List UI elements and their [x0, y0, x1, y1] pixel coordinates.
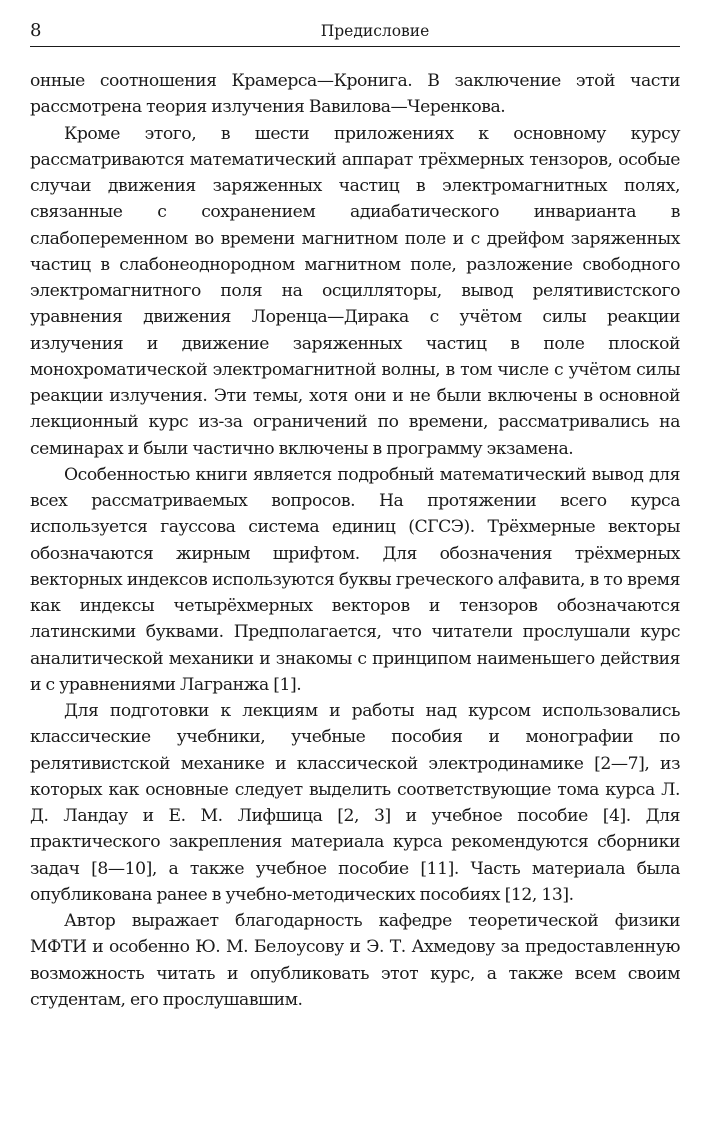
- paragraph: Кроме этого, в шести приложениях к основному курсу рассматриваются математический аппарат трёхмерных тензоров, особые случаи движения заряженных частиц в электромагнитных полях, связанные с сохранением адиабатического инварианта в слабопеременном во времени магнитном поле и с дрейфом заряженных частиц в слабонеоднородном магнитном поле, разложение свободного электромагнитного поля на осцилляторы, вывод релятивистского уравнения движения Лоренца—Дирака с учётом силы реакции излучения и движение заряженных частиц в поле плоской монохроматической электромагнитной волны, в том числе с учётом силы реакции излучения. Эти темы, хотя они и не были включены в основной лекционный курс из-за ограничений по времени, рассматривались на семинарах и были частично включены в программу экзамена.: [30, 123, 680, 459]
- paragraph: Автор выражает благодарность кафедре теоретической физики МФТИ и особенно Ю. М. Белоусову и Э. Т. Ахмедову за предоставленную возможность читать и опубликовать этот курс, а также всем своим студентам, его прослушавшим.: [30, 911, 680, 1010]
- body-text: [30, 68, 680, 1013]
- paragraph: Особенностью книги является подробный математический вывод для всех рассматриваемых вопросов. На протяжении всего курса используется гауссова система единиц (СГСЭ). Трёхмерные векторы обозначаются жирным шрифтом. Для обозначения трёхмерных векторных индексов используются буквы греческого алфавита, в то время как индексы четырёхмерных векторов и тензоров обозначаются латинскими буквами. Предполагается, что читатели прослушали курс аналитической механики и знакомы с принципом наименьшего действия и с уравнениями Лагранжа [1].: [30, 464, 680, 695]
- running-head: Предисловие: [320, 22, 430, 40]
- page-number: 8: [30, 20, 42, 41]
- page-header: [30, 16, 680, 47]
- paragraph: Для подготовки к лекциям и работы над курсом использовались классические учебники, учебные пособия и монографии по релятивистской механике и классической электродинамике [2—7], из которых как основные следует выделить соответствующие тома курса Л. Д. Ландау и Е. М. Лифшица [2, 3] и учебное пособие [4]. Для практического закрепления материала курса рекомендуются сборники задач [8—10], а также учебное пособие [11]. Часть материала была опубликована ранее в учебно-методических пособиях [12, 13].: [30, 701, 680, 905]
- paragraph: онные соотношения Крамерса—Кронига. В заключение этой части рассмотрена теория излучения Вавилова—Черенкова.: [30, 71, 680, 118]
